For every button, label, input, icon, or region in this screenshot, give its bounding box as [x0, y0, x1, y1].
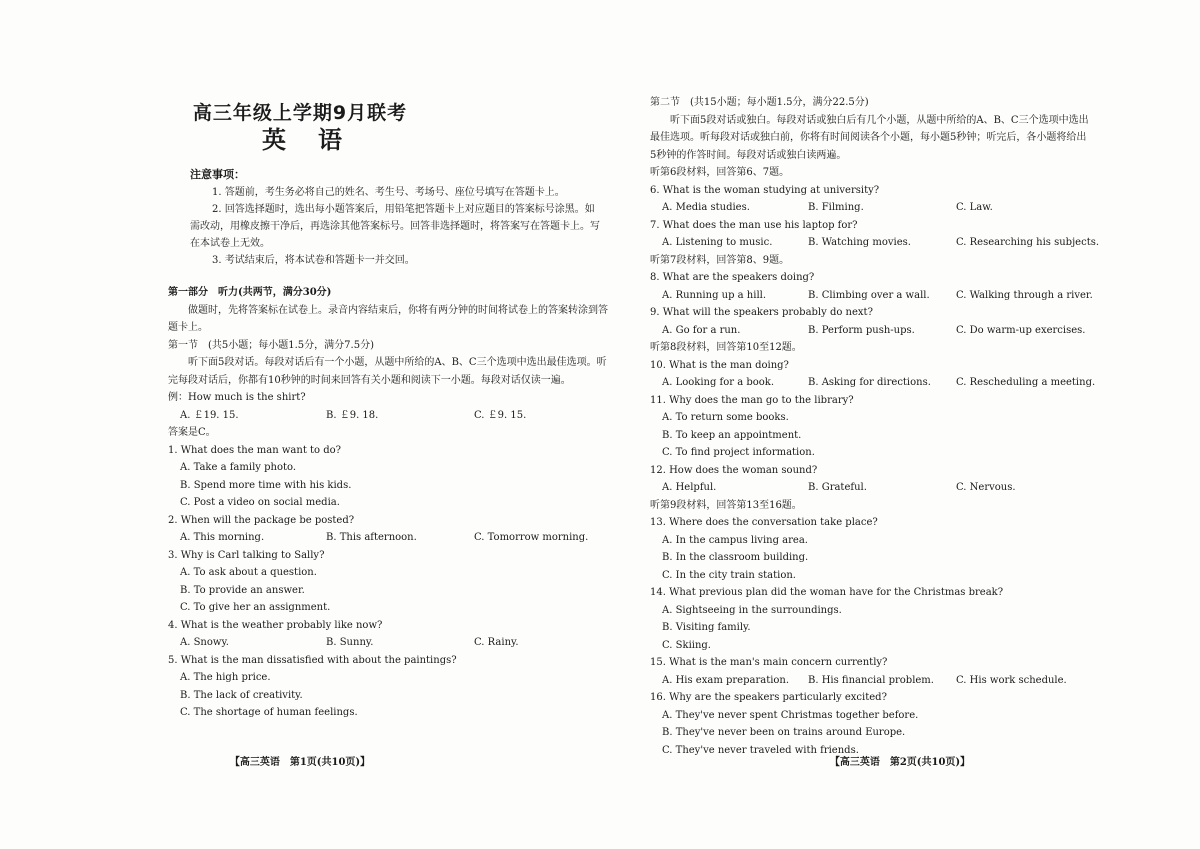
question-text: 2. When will the package be posted?	[168, 514, 355, 526]
example-option: A. ￡19. 15.	[180, 409, 239, 421]
answer-option: A. In the campus living area.	[662, 534, 808, 546]
exam-notes	[190, 166, 600, 269]
answer-option: C. Do warm-up exercises.	[956, 324, 1086, 336]
option-row	[650, 287, 1092, 305]
option-list	[168, 564, 610, 617]
answer-option: C. They've never traveled with friends.	[662, 744, 859, 756]
answer-option: A. His exam preparation.	[662, 674, 790, 686]
answer-option: C. Walking through a river.	[956, 289, 1093, 301]
question-text: 11. Why does the man go to the library?	[650, 394, 854, 406]
question-text: 5. What is the man dissatisfied with about the paintings?	[168, 654, 457, 666]
question-text: 12. How does the woman sound?	[650, 464, 818, 476]
question-text: 10. What is the man doing?	[650, 359, 789, 371]
answer-option: B. In the classroom building.	[662, 552, 809, 563]
question-list	[168, 442, 610, 722]
option-row	[650, 199, 1092, 217]
material-intro: 听第6段材料，回答第6、7题。	[650, 167, 790, 178]
answer-option: C. Skiing.	[662, 639, 711, 651]
answer-option: B. They've never been on trains around Europe.	[662, 727, 906, 738]
exam-page-2	[600, 0, 1200, 849]
answer-option: B. His financial problem.	[808, 674, 934, 686]
section1-instructions: 听下面5段对话。每段对话后有一个小题，从题中所给的A、B、C三个选项中选出最佳选项。听完每段对话后，你都有10秒钟的时间来回答有关小题和阅读下一小题。每段对话仅读一遍。	[168, 357, 607, 386]
answer-option: C. Rainy.	[474, 637, 519, 648]
page-footer: 【高三英语 第1页(共10页)】	[229, 757, 371, 768]
answer-option: C. Tomorrow morning.	[474, 532, 589, 543]
section2-heading: 第二节 (共15小题；每小题1.5分，满分22.5分)	[650, 97, 869, 108]
answer-option: A. Take a family photo.	[180, 462, 297, 473]
option-list	[650, 409, 1092, 462]
option-list	[650, 602, 1092, 655]
question-text: 3. Why is Carl talking to Sally?	[168, 549, 325, 561]
option-row	[650, 322, 1092, 340]
example-answer: 答案是C。	[168, 427, 216, 438]
answer-option: C. Researching his subjects.	[956, 237, 1100, 248]
answer-option: A. To ask about a question.	[180, 567, 317, 578]
notes-item: 2. 回答选择题时，选出每小题答案后，用铅笔把答题卡上对应题目的答案标号涂黑。如需改动，用橡皮擦干净后，再选涂其他答案标号。回答非选择题时，将答案写在答题卡上。写在本试卷上无效。	[190, 204, 600, 249]
answer-option: A. Media studies.	[662, 202, 750, 213]
answer-option: C. Nervous.	[956, 482, 1016, 493]
answer-option: C. His work schedule.	[956, 674, 1067, 686]
answer-option: B. Asking for directions.	[808, 377, 931, 388]
option-row	[650, 672, 1092, 690]
material-intro: 听第9段材料，回答第13至16题。	[650, 499, 802, 511]
exam-title: 高三年级上学期9月联考	[192, 102, 408, 124]
answer-option: B. Climbing over a wall.	[808, 289, 930, 301]
section1-heading: 第一节 (共5小题；每小题1.5分，满分7.5分)	[168, 339, 374, 351]
answer-option: A. Helpful.	[662, 482, 717, 493]
option-row	[168, 634, 610, 652]
answer-option: C. In the city train station.	[662, 569, 796, 581]
notes-heading: 注意事项：	[190, 168, 245, 181]
part1-instructions: 做题时，先将答案标在试卷上。录音内容结束后，你将有两分钟的时间将试卷上的答案转涂到答题卡上。	[168, 304, 608, 333]
example-options	[168, 407, 610, 425]
answer-option: B. Visiting family.	[662, 622, 751, 633]
page2-content	[650, 94, 1100, 759]
answer-option: B. To keep an appointment.	[662, 429, 802, 441]
subject-title: 英语	[262, 126, 374, 154]
question-text: 9. What will the speakers probably do next?	[650, 307, 873, 318]
part1-heading: 第一部分 听力(共两节，满分30分)	[168, 287, 332, 298]
answer-option: A. Listening to music.	[662, 237, 773, 248]
answer-option: C. The shortage of human feelings.	[180, 707, 358, 718]
section2-instructions: 听下面5段对话或独白。每段对话或独白后有几个小题，从题中所给的A、B、C三个选项中选出最佳选项。听每段对话或独白前，你将有时间阅读各个小题，每小题5秒钟；听完后，各小题将给出5秒钟的作答时间。每段对话或独白读两遍。	[650, 114, 1089, 161]
answer-option: B. Sunny.	[326, 637, 374, 648]
page-footer: 【高三英语 第2页(共10页)】	[829, 757, 971, 768]
material-intro: 听第8段材料，回答第10至12题。	[650, 342, 802, 353]
option-list	[650, 532, 1092, 585]
option-row	[650, 374, 1096, 392]
notes-item: 3. 考试结束后，将本试卷和答题卡一并交回。	[212, 255, 415, 266]
answer-option: A. To return some books.	[662, 412, 789, 423]
answer-option: C. Rescheduling a meeting.	[956, 377, 1096, 388]
answer-option: C. To find project information.	[662, 447, 815, 458]
answer-option: B. This afternoon.	[326, 532, 417, 543]
answer-option: A. Go for a run.	[662, 324, 741, 336]
question-text: 16. Why are the speakers particularly excited?	[650, 692, 887, 703]
question-text: 6. What is the woman studying at university?	[650, 184, 880, 196]
answer-option: A. Running up a hill.	[662, 289, 767, 301]
answer-option: B. The lack of creativity.	[180, 689, 303, 701]
option-row	[168, 529, 610, 547]
question-text: 15. What is the man's main concern currently?	[650, 657, 888, 668]
answer-option: B. Filming.	[808, 202, 864, 213]
answer-option: B. Watching movies.	[808, 237, 911, 248]
answer-option: B. Perform push-ups.	[808, 324, 915, 336]
answer-option: C. Post a video on social media.	[180, 497, 340, 508]
question-text: 1. What does the man want to do?	[168, 444, 342, 456]
answer-option: B. Spend more time with his kids.	[180, 479, 352, 491]
question-text: 4. What is the weather probably like now?	[168, 619, 383, 631]
option-row	[650, 479, 1092, 497]
answer-option: A. They've never spent Christmas together before.	[662, 709, 919, 721]
option-list	[650, 707, 1092, 760]
example-question: 例：How much is the shirt?	[168, 392, 306, 403]
answer-option: C. To give her an assignment.	[180, 602, 331, 613]
question-text: 8. What are the speakers doing?	[650, 272, 815, 283]
option-list	[168, 669, 610, 722]
answer-option: A. This morning.	[180, 532, 265, 543]
answer-option: B. Grateful.	[808, 482, 867, 493]
answer-option: A. The high price.	[180, 672, 271, 683]
page1-content	[168, 284, 610, 722]
answer-option: A. Snowy.	[180, 637, 229, 648]
question-list	[650, 164, 1100, 759]
example-option: C. ￡9. 15.	[474, 409, 527, 421]
answer-option: A. Looking for a book.	[662, 377, 775, 388]
question-text: 13. Where does the conversation take place?	[650, 517, 878, 528]
option-list	[168, 459, 610, 512]
question-text: 7. What does the man use his laptop for?	[650, 219, 858, 231]
answer-option: A. Sightseeing in the surroundings.	[662, 604, 842, 616]
answer-option: B. To provide an answer.	[180, 584, 305, 596]
example-option: B. ￡9. 18.	[326, 409, 379, 421]
material-intro: 听第7段材料，回答第8、9题。	[650, 254, 790, 266]
answer-option: C. Law.	[956, 202, 993, 213]
notes-item: 1. 答题前，考生务必将自己的姓名、考生号、考场号、座位号填写在答题卡上。	[212, 187, 565, 198]
option-row	[650, 234, 1100, 252]
question-text: 14. What previous plan did the woman have for the Christmas break?	[650, 587, 1004, 598]
